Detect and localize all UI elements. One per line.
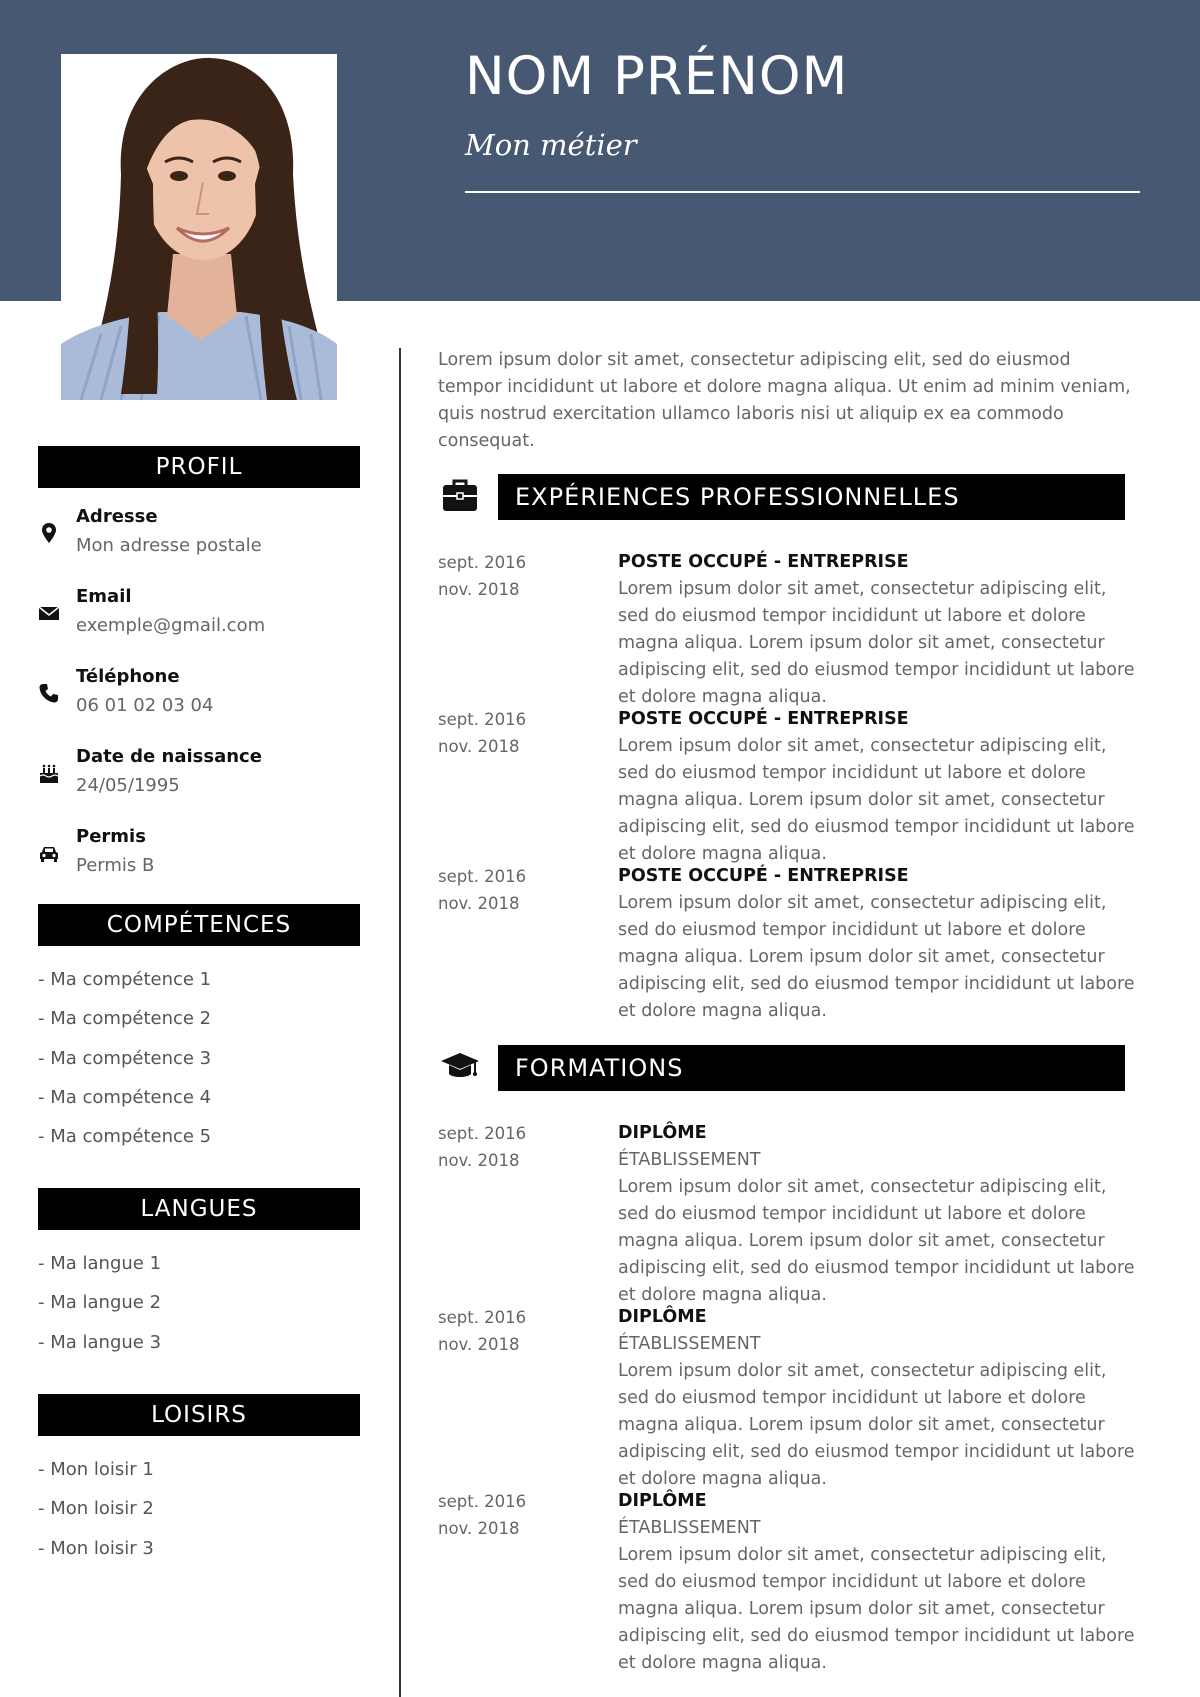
languages-heading: LANGUES — [38, 1188, 360, 1230]
entry-start-date: sept. 2016 — [438, 553, 527, 572]
experience-heading: EXPÉRIENCES PROFESSIONNELLES — [498, 474, 1125, 520]
contact-label: Date de naissance — [76, 746, 262, 767]
profile-heading: PROFIL — [38, 446, 360, 488]
list-item: - Ma compétence 2 — [38, 1008, 212, 1030]
profile-photo — [61, 54, 337, 400]
entry-end-date: nov. 2018 — [438, 1151, 520, 1170]
entry-title: POSTE OCCUPÉ - ENTREPRISE — [618, 552, 909, 572]
graduation-cap-icon — [440, 1047, 480, 1087]
entry-dates — [438, 549, 598, 603]
list-item: - Ma langue 3 — [38, 1331, 162, 1353]
contact-email — [38, 586, 368, 646]
contact-value: Permis B — [76, 855, 155, 876]
contact-license — [38, 826, 368, 886]
entry-dates — [438, 1488, 598, 1542]
entry-dates — [438, 706, 598, 760]
entry-dates — [438, 1120, 598, 1174]
contact-value: exemple@gmail.com — [76, 615, 266, 636]
list-item: - Mon loisir 1 — [38, 1459, 154, 1480]
entry-end-date: nov. 2018 — [438, 737, 520, 756]
intro-paragraph: Lorem ipsum dolor sit amet, consectetur adipiscing elit, sed do eiusmod tempor incididunt ut labore et dolore magna aliqua. Ut enim ad minim veniam, quis nostrud exercitation ullamco laboris nisi ut aliquip ex ea commodo consequat. — [438, 350, 1131, 451]
list-item: - Ma compétence 1 — [38, 969, 212, 990]
contact-birthdate — [38, 746, 368, 806]
entry-end-date: nov. 2018 — [438, 1519, 520, 1538]
entry-school: ÉTABLISSEMENT — [618, 1518, 761, 1538]
phone-icon — [38, 682, 60, 704]
entry-start-date: sept. 2016 — [438, 710, 527, 729]
entry-title: POSTE OCCUPÉ - ENTREPRISE — [618, 866, 909, 886]
entry-description: Lorem ipsum dolor sit amet, consectetur adipiscing elit, sed do eiusmod tempor incididunt ut labore et dolore magna aliqua. Lorem ipsum dolor sit amet, consectetur adipiscing elit, sed do eiusmod tempor incididunt ut labore et dolore magna aliqua. — [618, 1361, 1135, 1489]
list-item: - Ma compétence 5 — [38, 1126, 212, 1148]
contact-value: 06 01 02 03 04 — [76, 695, 214, 716]
entry-start-date: sept. 2016 — [438, 1308, 527, 1327]
car-icon — [38, 842, 60, 864]
entry-title: DIPLÔME — [618, 1491, 707, 1511]
entry-description: Lorem ipsum dolor sit amet, consectetur adipiscing elit, sed do eiusmod tempor incididunt ut labore et dolore magna aliqua. Lorem ipsum dolor sit amet, consectetur adipiscing elit, sed do eiusmod tempor incididunt ut labore et dolore magna aliqua. — [618, 736, 1135, 864]
entry-end-date: nov. 2018 — [438, 580, 520, 599]
entry-description: Lorem ipsum dolor sit amet, consectetur adipiscing elit, sed do eiusmod tempor incididunt ut labore et dolore magna aliqua. Lorem ipsum dolor sit amet, consectetur adipiscing elit, sed do eiusmod tempor incididunt ut labore et dolore magna aliqua. — [618, 893, 1135, 1021]
list-item: - Ma langue 1 — [38, 1253, 162, 1274]
list-item: - Ma compétence 3 — [38, 1047, 212, 1069]
skills-list — [38, 969, 358, 1165]
list-item: - Ma compétence 4 — [38, 1086, 212, 1108]
contact-value: 24/05/1995 — [76, 775, 180, 796]
entry-title: POSTE OCCUPÉ - ENTREPRISE — [618, 709, 909, 729]
entry-school: ÉTABLISSEMENT — [618, 1150, 761, 1170]
hobbies-heading: LOISIRS — [38, 1394, 360, 1436]
entry-end-date: nov. 2018 — [438, 1335, 520, 1354]
list-item: - Mon loisir 3 — [38, 1537, 154, 1559]
contact-label: Permis — [76, 826, 146, 847]
entry-title: DIPLÔME — [618, 1307, 707, 1327]
list-item: - Ma langue 2 — [38, 1292, 162, 1314]
entry-title: DIPLÔME — [618, 1123, 707, 1143]
entry-description: Lorem ipsum dolor sit amet, consectetur adipiscing elit, sed do eiusmod tempor incididunt ut labore et dolore magna aliqua. Lorem ipsum dolor sit amet, consectetur adipiscing elit, sed do eiusmod tempor incididunt ut labore et dolore magna aliqua. — [618, 1545, 1135, 1673]
header-divider — [465, 191, 1140, 193]
entry-end-date: nov. 2018 — [438, 894, 520, 913]
contact-label: Adresse — [76, 506, 158, 527]
contact-address — [38, 506, 368, 566]
contact-label: Email — [76, 586, 132, 607]
entry-start-date: sept. 2016 — [438, 1492, 527, 1511]
education-heading: FORMATIONS — [498, 1045, 1125, 1091]
hobbies-list — [38, 1459, 358, 1577]
entry-dates — [438, 863, 598, 917]
contact-phone — [38, 666, 368, 726]
skills-heading: COMPÉTENCES — [38, 904, 360, 946]
envelope-icon — [38, 602, 60, 624]
briefcase-icon — [440, 476, 480, 516]
languages-list — [38, 1253, 358, 1371]
entry-description: Lorem ipsum dolor sit amet, consectetur adipiscing elit, sed do eiusmod tempor incididunt ut labore et dolore magna aliqua. Lorem ipsum dolor sit amet, consectetur adipiscing elit, sed do eiusmod tempor incididunt ut labore et dolore magna aliqua. — [618, 1177, 1135, 1305]
contact-value: Mon adresse postale — [76, 535, 262, 556]
full-name: NOM PRÉNOM — [465, 46, 849, 107]
contact-label: Téléphone — [76, 666, 180, 687]
entry-start-date: sept. 2016 — [438, 1124, 527, 1143]
job-title: Mon métier — [465, 128, 637, 162]
entry-school: ÉTABLISSEMENT — [618, 1334, 761, 1354]
column-divider — [399, 348, 401, 1697]
map-pin-icon — [38, 522, 60, 544]
entry-dates — [438, 1304, 598, 1358]
entry-description: Lorem ipsum dolor sit amet, consectetur adipiscing elit, sed do eiusmod tempor incididunt ut labore et dolore magna aliqua. Lorem ipsum dolor sit amet, consectetur adipiscing elit, sed do eiusmod tempor incididunt ut labore et dolore magna aliqua. — [618, 579, 1135, 707]
birthday-cake-icon — [38, 762, 60, 784]
entry-start-date: sept. 2016 — [438, 867, 527, 886]
list-item: - Mon loisir 2 — [38, 1498, 154, 1520]
